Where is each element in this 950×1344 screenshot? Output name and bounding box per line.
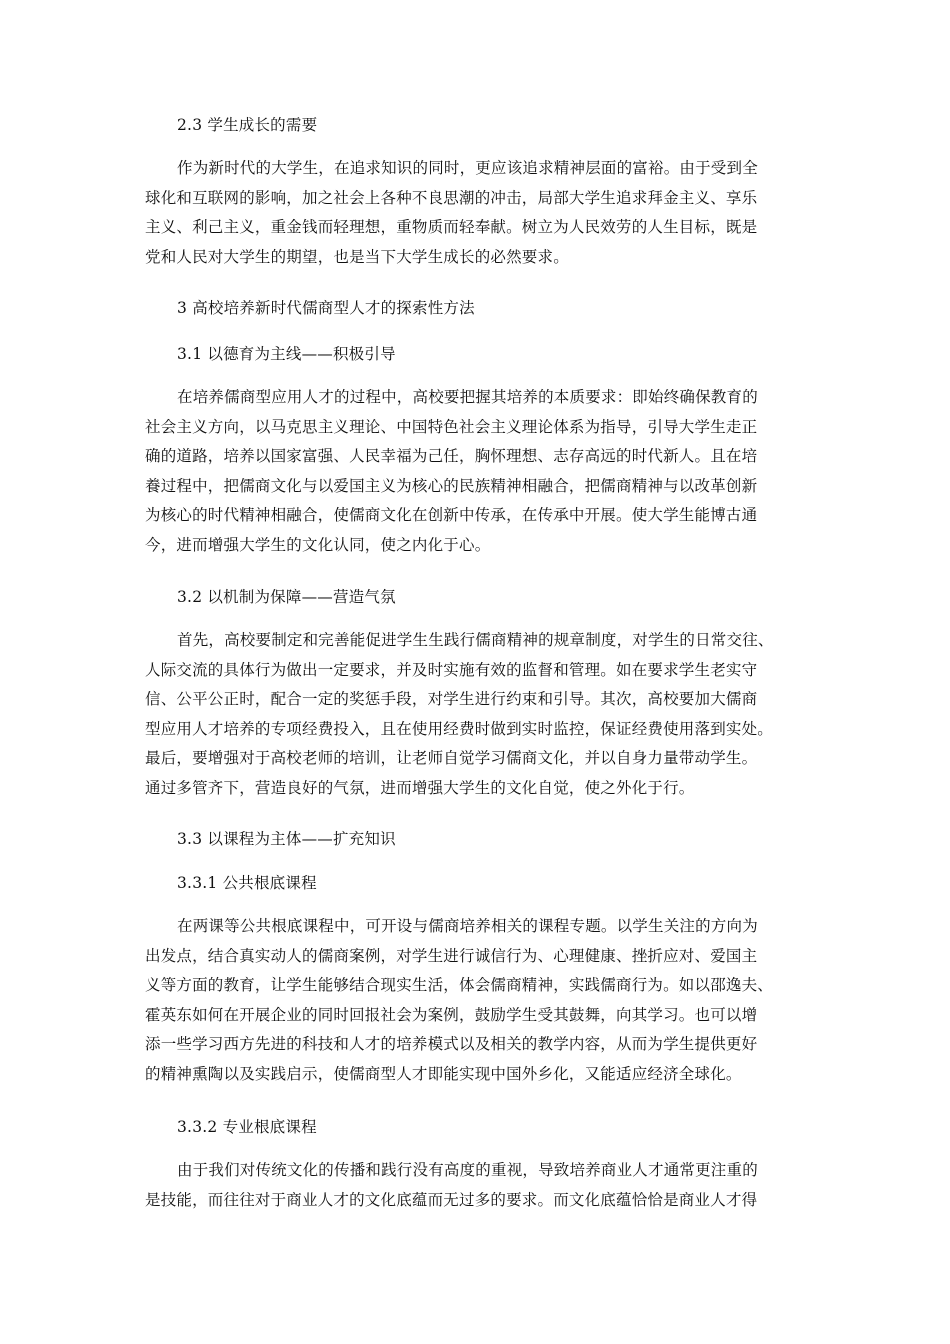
paragraph-moral-education	[145, 383, 807, 561]
paragraph-line: 人际交流的具体行为做出一定要求，并及时实施有效的监督和管理。如在要求学生老实守	[145, 660, 758, 679]
paragraph-line: 社会主义方向，以马克思主义理论、中国特色社会主义理论体系为指导，引导大学生走正	[145, 417, 758, 436]
paragraph-line: 通过多管齐下，营造良好的气氛，进而增强大学生的文化自觉，使之外化于行。	[145, 778, 695, 797]
paragraph-line: 的精神熏陶以及实践启示，使儒商型人才即能实现中国外乡化，又能适应经济全球化。	[145, 1064, 742, 1083]
paragraph-line: 在培养儒商型应用人才的过程中，高校要把握其培养的本质要求：即始终确保教育的	[177, 388, 758, 406]
paragraph-line: 信、公平公正时，配合一定的奖惩手段，对学生进行约束和引导。其次，高校要加大儒商	[145, 690, 758, 709]
paragraph-line: 义等方面的教育，让学生能够结合现实生活，体会儒商精神，实践儒商行为。如以邵逸夫、	[145, 976, 774, 995]
paragraph-line: 球化和互联网的影响，加之社会上各种不良思潮的冲击，局部大学生追求拜金主义、享乐	[145, 188, 758, 207]
paragraph-line: 型应用人才培养的专项经费投入，且在使用经费时做到实时监控，保证经费使用落到实处。	[145, 719, 774, 738]
paragraph-student-growth	[145, 154, 807, 272]
paragraph-line: 添一些学习西方先进的科技和人才的培养模式以及相关的教学内容，从而为学生提供更好	[145, 1035, 758, 1054]
paragraph-line: 作为新时代的大学生，在追求知识的同时，更应该追求精神层面的富裕。由于受到全	[177, 159, 758, 177]
paragraph-professional-courses	[145, 1156, 807, 1215]
section-heading-3: 3 高校培养新时代儒商型人才的探索性方法	[177, 299, 475, 317]
section-heading-3-3-1: 3.3.1 公共根底课程	[177, 874, 317, 892]
paragraph-mechanism	[145, 626, 807, 804]
paragraph-line: 党和人民对大学生的期望，也是当下大学生成长的必然要求。	[145, 247, 569, 266]
section-heading-3-1: 3.1 以德育为主线——积极引导	[177, 345, 396, 363]
paragraph-line: 出发点，结合真实动人的儒商案例，对学生进行诚信行为、心理健康、挫折应对、爱国主	[145, 946, 758, 965]
section-heading-2-3: 2.3 学生成长的需要	[177, 116, 318, 134]
paragraph-line: 由于我们对传统文化的传播和践行没有高度的重视，导致培养商业人才通常更注重的	[177, 1161, 758, 1179]
paragraph-line: 首先，高校要制定和完善能促进学生生践行儒商精神的规章制度，对学生的日常交往、	[177, 631, 774, 649]
paragraph-line: 确的道路，培养以国家富强、人民幸福为己任，胸怀理想、志存高远的时代新人。且在培	[145, 447, 758, 466]
paragraph-line: 主义、利己主义，重金钱而轻理想，重物质而轻奉献。树立为人民效劳的人生目标，既是	[145, 218, 758, 237]
paragraph-line: 为核心的时代精神相融合，使儒商文化在创新中传承，在传承中开展。使大学生能博古通	[145, 506, 758, 525]
section-heading-3-3: 3.3 以课程为主体——扩充知识	[177, 830, 396, 848]
section-heading-3-3-2: 3.3.2 专业根底课程	[177, 1118, 317, 1136]
paragraph-line: 是技能，而往往对于商业人才的文化底蕴而无过多的要求。而文化底蕴恰恰是商业人才得	[145, 1190, 758, 1209]
paragraph-public-courses	[145, 912, 807, 1090]
paragraph-line: 養过程中，把儒商文化与以爱国主义为核心的民族精神相融合，把儒商精神与以改革创新	[145, 476, 758, 495]
paragraph-line: 霍英东如何在开展企业的同时回报社会为案例，鼓励学生受其鼓舞，向其学习。也可以增	[145, 1005, 758, 1024]
paragraph-line: 今，进而增强大学生的文化认同，使之内化于心。	[145, 535, 491, 554]
paragraph-line: 在两课等公共根底课程中，可开设与儒商培养相关的课程专题。以学生关注的方向为	[177, 917, 758, 935]
paragraph-line: 最后，要增强对于高校老师的培训，让老师自觉学习儒商文化，并以自身力量带动学生。	[145, 749, 758, 768]
section-heading-3-2: 3.2 以机制为保障——营造气氛	[177, 588, 396, 606]
